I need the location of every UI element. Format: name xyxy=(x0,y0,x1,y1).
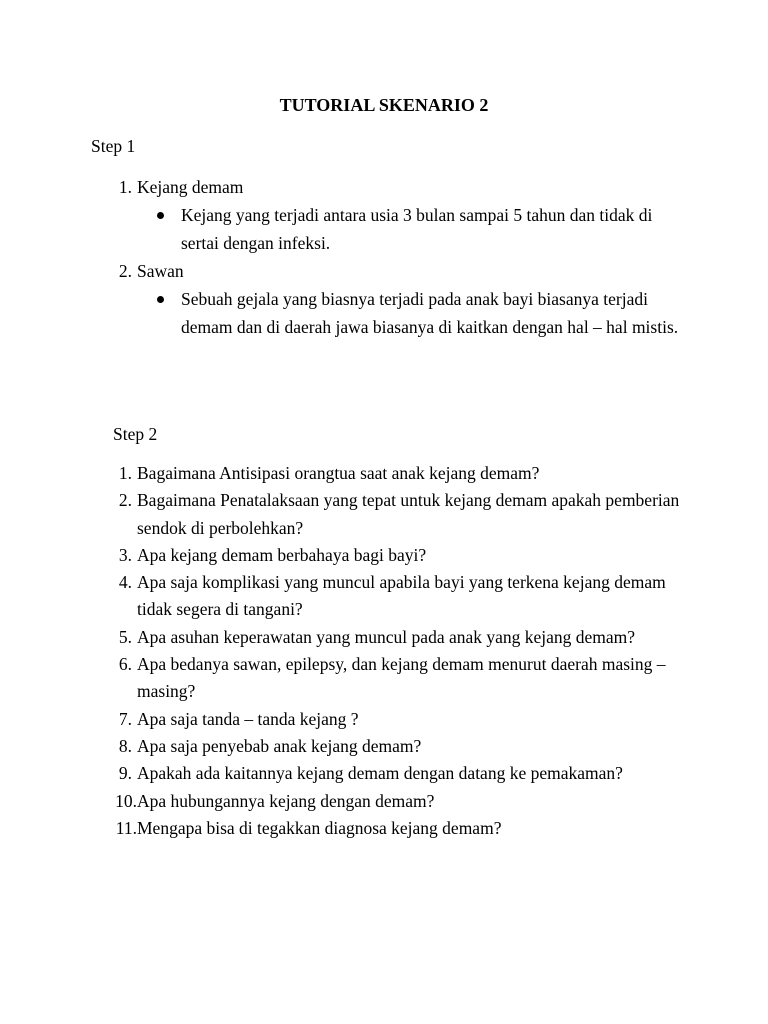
item-text: Apa kejang demam berbahaya bagi bayi? xyxy=(137,544,427,565)
item-number: 6. xyxy=(118,654,132,675)
bullet-item xyxy=(137,201,681,257)
item-number: 1. xyxy=(118,177,132,197)
item-text: Apakah ada kaitannya kejang demam dengan datang ke pemakaman? xyxy=(137,763,623,784)
list-item xyxy=(0,173,697,257)
item-number: 4. xyxy=(118,572,132,593)
list-item xyxy=(0,788,697,815)
list-item xyxy=(0,460,697,487)
list-item xyxy=(0,257,697,341)
step2-list xyxy=(0,460,697,842)
item-number: 1. xyxy=(118,463,132,483)
bullet-text: Sebuah gejala yang biasnya terjadi pada anak bayi biasanya terjadi demam dan di daerah jawa biasanya di kaitkan dengan hal – hal mistis. xyxy=(181,289,679,337)
bullet-text: Kejang yang terjadi antara usia 3 bulan sampai 5 tahun dan tidak di sertai dengan infeksi. xyxy=(181,205,653,253)
item-text: Bagaimana Antisipasi orangtua saat anak kejang demam? xyxy=(137,463,540,483)
step1-list xyxy=(0,173,697,341)
bullet-icon xyxy=(157,212,164,219)
list-item xyxy=(0,733,697,760)
item-text: Mengapa bisa di tegakkan diagnosa kejang demam? xyxy=(137,817,502,838)
list-item xyxy=(0,542,697,569)
item-text: Apa hubungannya kejang dengan demam? xyxy=(137,790,435,811)
item-text: Bagaimana Penatalaksaan yang tepat untuk kejang demam apakah pemberian sendok di perbolehkan? xyxy=(137,490,680,538)
step2-heading: Step 2 xyxy=(113,424,158,444)
item-number: 2. xyxy=(118,261,132,281)
step1-heading: Step 1 xyxy=(91,136,136,156)
item-label: Kejang demam xyxy=(137,177,244,197)
bullet-item xyxy=(137,285,681,341)
bullet-icon xyxy=(157,296,164,303)
item-number: 5. xyxy=(118,626,132,647)
list-item xyxy=(0,760,697,787)
item-number: 11. xyxy=(115,817,137,838)
item-text: Apa bedanya sawan, epilepsy, dan kejang demam menurut daerah masing – masing? xyxy=(137,654,666,702)
list-item xyxy=(0,487,697,542)
item-text: Apa saja penyebab anak kejang demam? xyxy=(137,735,422,756)
list-item xyxy=(0,624,697,651)
item-text: Apa asuhan keperawatan yang muncul pada anak yang kejang demam? xyxy=(137,626,636,647)
bullet-list xyxy=(137,201,697,257)
list-item xyxy=(0,569,697,624)
item-number: 9. xyxy=(118,763,132,784)
document-title xyxy=(0,93,768,117)
item-number: 10. xyxy=(115,790,137,811)
list-item xyxy=(0,651,697,706)
item-label: Sawan xyxy=(137,261,184,281)
item-number: 7. xyxy=(118,708,132,729)
item-text: Apa saja tanda – tanda kejang ? xyxy=(137,708,359,729)
item-text: Apa saja komplikasi yang muncul apabila bayi yang terkena kejang demam tidak segera di tangani? xyxy=(137,572,666,620)
item-number: 2. xyxy=(118,490,132,511)
item-number: 3. xyxy=(118,544,132,565)
item-number: 8. xyxy=(118,735,132,756)
document-title-text: TUTORIAL SKENARIO 2 xyxy=(279,95,489,115)
list-item xyxy=(0,815,697,842)
list-item xyxy=(0,706,697,733)
bullet-list xyxy=(137,285,697,341)
